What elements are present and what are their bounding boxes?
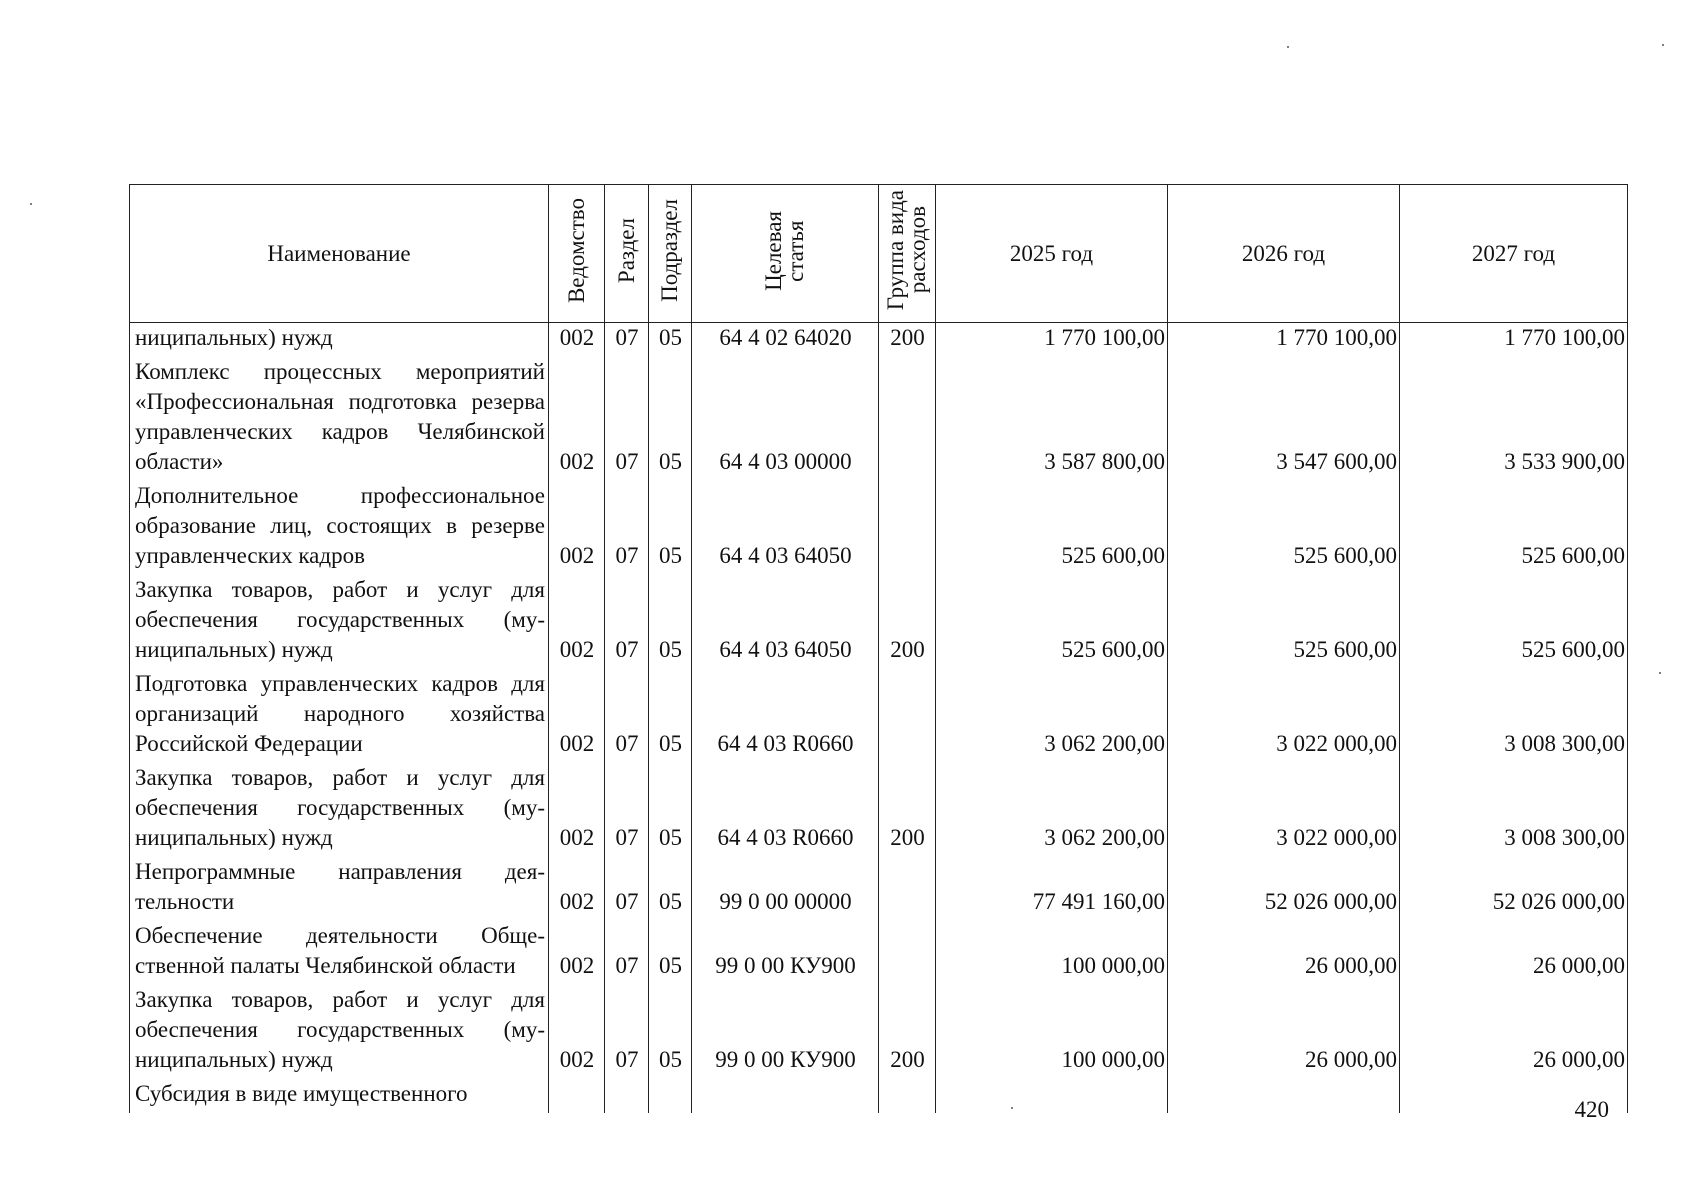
row-section: 07 <box>605 857 649 921</box>
row-subsection: 05 <box>649 669 692 763</box>
row-department: 002 <box>549 575 605 669</box>
row-2027: 26 000,00 <box>1400 985 1628 1079</box>
row-section: 07 <box>605 357 649 481</box>
row-2026: 3 022 000,00 <box>1168 763 1400 857</box>
row-2025: 3 062 200,00 <box>936 669 1168 763</box>
row-department: 002 <box>549 481 605 575</box>
row-2025: 3 062 200,00 <box>936 763 1168 857</box>
row-2025: 525 600,00 <box>936 575 1168 669</box>
row-2026: 26 000,00 <box>1168 985 1400 1079</box>
header-subsection: Подраздел <box>649 185 692 323</box>
table-row <box>130 575 1628 669</box>
row-section: 07 <box>605 921 649 985</box>
scan-speck <box>1662 44 1664 46</box>
row-name: Закупка товаров, работ и услуг для обеспечения государственных (муниципальных) нужд <box>130 575 549 669</box>
row-2027: 525 600,00 <box>1400 575 1628 669</box>
row-2026: 26 000,00 <box>1168 921 1400 985</box>
row-2027: 3 533 900,00 <box>1400 357 1628 481</box>
table-row <box>130 763 1628 857</box>
row-target: 64 4 03 64050 <box>692 575 879 669</box>
table-row <box>130 1079 1628 1113</box>
row-2027: 52 026 000,00 <box>1400 857 1628 921</box>
row-group: 200 <box>879 323 936 358</box>
header-section: Раздел <box>605 185 649 323</box>
row-name: Закупка товаров, работ и услуг для обеспечения государственных (муниципальных) нужд <box>130 763 549 857</box>
row-target: 64 4 02 64020 <box>692 323 879 358</box>
row-target: 64 4 03 64050 <box>692 481 879 575</box>
row-2026: 3 022 000,00 <box>1168 669 1400 763</box>
row-name: Закупка товаров, работ и услуг для обеспечения государственных (муниципальных) нужд <box>130 985 549 1079</box>
header-department: Ведомство <box>549 185 605 323</box>
row-subsection: 05 <box>649 575 692 669</box>
row-name: Субсидия в виде имущественного <box>130 1079 549 1113</box>
header-year-2027: 2027 год <box>1400 185 1628 323</box>
row-name: ниципальных) нужд <box>130 323 549 358</box>
header-expense-group: Группа вида расходов <box>879 185 936 323</box>
row-name: Дополнительное профессиональное образование лиц, состоящих в резерве управленческих кадров <box>130 481 549 575</box>
row-group <box>879 481 936 575</box>
row-subsection: 05 <box>649 481 692 575</box>
row-group <box>879 1079 936 1113</box>
table-row <box>130 985 1628 1079</box>
row-section: 07 <box>605 985 649 1079</box>
table-row <box>130 669 1628 763</box>
row-subsection <box>649 1079 692 1113</box>
header-name: Наименование <box>130 185 549 323</box>
table-body <box>130 323 1628 1114</box>
row-group <box>879 857 936 921</box>
row-2025: 100 000,00 <box>936 985 1168 1079</box>
row-subsection: 05 <box>649 763 692 857</box>
row-section <box>605 1079 649 1113</box>
row-department: 002 <box>549 763 605 857</box>
row-group <box>879 357 936 481</box>
header-year-2025: 2025 год <box>936 185 1168 323</box>
row-2027: 26 000,00 <box>1400 921 1628 985</box>
budget-table <box>129 184 1628 1113</box>
row-group: 200 <box>879 575 936 669</box>
row-target: 99 0 00 КУ900 <box>692 985 879 1079</box>
row-2025: 3 587 800,00 <box>936 357 1168 481</box>
row-subsection: 05 <box>649 921 692 985</box>
table-header <box>130 185 1628 323</box>
row-2025: 525 600,00 <box>936 481 1168 575</box>
row-section: 07 <box>605 669 649 763</box>
row-2026: 525 600,00 <box>1168 575 1400 669</box>
row-department: 002 <box>549 669 605 763</box>
scan-speck <box>1659 672 1661 674</box>
scan-speck <box>30 203 32 205</box>
row-2026: 1 770 100,00 <box>1168 323 1400 358</box>
row-group <box>879 669 936 763</box>
row-name: Комплекс процессных мероприятий «Профессиональная подготовка резерва управленческих кадров Челябинской области» <box>130 357 549 481</box>
table-row <box>130 357 1628 481</box>
row-section: 07 <box>605 481 649 575</box>
row-subsection: 05 <box>649 985 692 1079</box>
table-row <box>130 323 1628 358</box>
table-row <box>130 481 1628 575</box>
scan-speck <box>1287 46 1289 48</box>
row-department <box>549 1079 605 1113</box>
row-2027: 3 008 300,00 <box>1400 669 1628 763</box>
row-department: 002 <box>549 357 605 481</box>
row-2027: 3 008 300,00 <box>1400 763 1628 857</box>
row-2025: 1 770 100,00 <box>936 323 1168 358</box>
row-name: Подготовка управленческих кадров для организаций народного хозяйства Российской Федерации <box>130 669 549 763</box>
row-subsection: 05 <box>649 857 692 921</box>
row-2025: 77 491 160,00 <box>936 857 1168 921</box>
table-row <box>130 921 1628 985</box>
row-department: 002 <box>549 857 605 921</box>
row-target: 64 4 03 R0660 <box>692 763 879 857</box>
row-2025 <box>936 1079 1168 1113</box>
row-2026: 52 026 000,00 <box>1168 857 1400 921</box>
row-group: 200 <box>879 763 936 857</box>
row-name: Обеспечение деятельности Общественной палаты Челябинской области <box>130 921 549 985</box>
page-number: 420 <box>1574 1097 1609 1122</box>
row-target: 64 4 03 00000 <box>692 357 879 481</box>
row-target: 99 0 00 00000 <box>692 857 879 921</box>
row-subsection: 05 <box>649 323 692 358</box>
row-section: 07 <box>605 763 649 857</box>
header-target-article: Целевая статья <box>692 185 879 323</box>
row-department: 002 <box>549 323 605 358</box>
row-department: 002 <box>549 985 605 1079</box>
row-target <box>692 1079 879 1113</box>
table-row <box>130 857 1628 921</box>
row-section: 07 <box>605 323 649 358</box>
row-2027: 525 600,00 <box>1400 481 1628 575</box>
row-2026 <box>1168 1079 1400 1113</box>
row-name: Непрограммные направления деятельности <box>130 857 549 921</box>
header-year-2026: 2026 год <box>1168 185 1400 323</box>
row-section: 07 <box>605 575 649 669</box>
row-2025: 100 000,00 <box>936 921 1168 985</box>
row-2026: 525 600,00 <box>1168 481 1400 575</box>
row-group <box>879 921 936 985</box>
row-target: 99 0 00 КУ900 <box>692 921 879 985</box>
row-department: 002 <box>549 921 605 985</box>
row-2027: 1 770 100,00 <box>1400 323 1628 358</box>
row-subsection: 05 <box>649 357 692 481</box>
row-2026: 3 547 600,00 <box>1168 357 1400 481</box>
row-target: 64 4 03 R0660 <box>692 669 879 763</box>
row-group: 200 <box>879 985 936 1079</box>
